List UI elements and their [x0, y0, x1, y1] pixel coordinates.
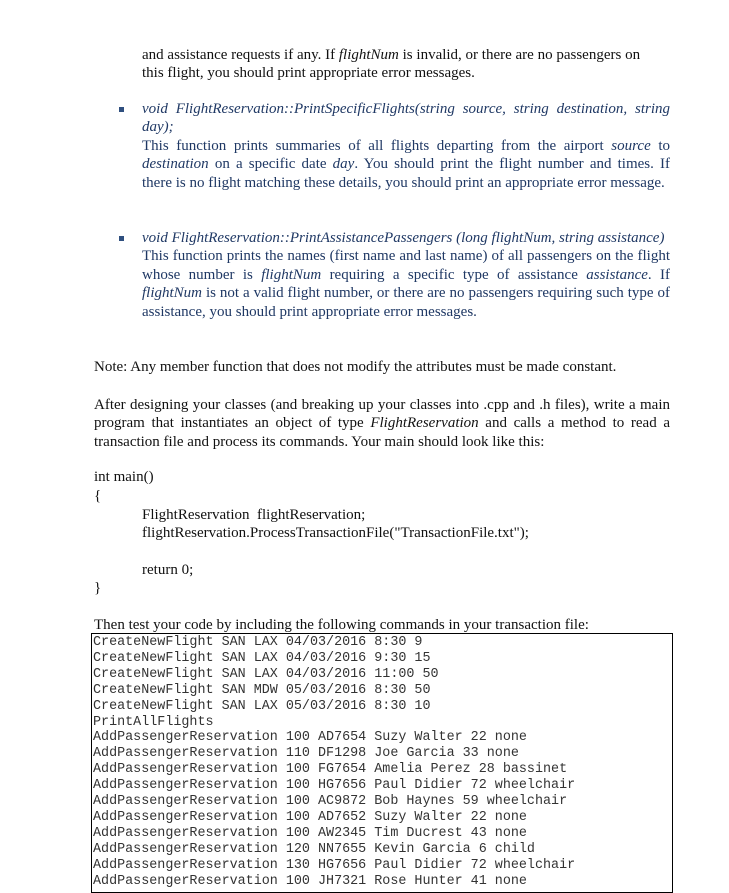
transaction-line: AddPassengerReservation 100 AD7652 Suzy Walter 22 none	[93, 809, 527, 825]
transaction-line: AddPassengerReservation 100 AW2345 Tim Ducrest 43 none	[93, 825, 527, 841]
note-text: Note: Any member function that does not modify the attributes must be made constant.	[94, 359, 617, 375]
description-run: requiring a specific type of assistance	[321, 266, 587, 283]
transaction-line: CreateNewFlight SAN LAX 04/03/2016 11:00 50	[93, 666, 439, 682]
transaction-line: CreateNewFlight SAN LAX 04/03/2016 8:30 9	[93, 635, 423, 650]
code-declaration: FlightReservation flightReservation;	[142, 507, 366, 523]
transaction-line: PrintAllFlights	[93, 714, 214, 730]
code-close-brace: }	[94, 580, 102, 596]
transaction-line: AddPassengerReservation 120 NN7655 Kevin Garcia 6 child	[93, 841, 535, 857]
transaction-line: AddPassengerReservation 100 AC9872 Bob Haynes 59 wheelchair	[93, 794, 568, 810]
transaction-line: AddPassengerReservation 130 HG7656 Paul Didier 72 wheelchair	[93, 857, 576, 873]
transaction-line: AddPassengerReservation 100 HG7656 Paul Didier 72 wheelchair	[93, 778, 576, 794]
description-run: This function prints summaries of all flights departing from the airport	[142, 137, 612, 154]
code-return: return 0;	[142, 562, 194, 578]
function-item-print-specific-flights	[142, 100, 670, 192]
function-signature: void FlightReservation::PrintAssistancePassengers (long flightNum, string assistance)	[142, 230, 665, 246]
description-run: . You should print the flight number and times. If there is no flight matching these details, you should print an appropriate error message.	[142, 156, 670, 191]
intro-line-2: this flight, you should print appropriate error messages.	[142, 65, 475, 81]
code-open-brace: {	[94, 488, 102, 504]
transaction-listing	[93, 635, 575, 890]
function-description	[142, 137, 670, 192]
code-main-signature: int main()	[94, 469, 154, 485]
test-intro-text: Then test your code by including the following commands in your transaction file:	[94, 617, 589, 633]
description-run: day	[332, 156, 355, 173]
description-run: is not a valid flight number, or there are no passengers requiring such type of assistance, you should print appropriate error messages.	[142, 285, 670, 320]
code-process-call: flightReservation.ProcessTransactionFile("TransactionFile.txt");	[142, 525, 529, 541]
transaction-line: AddPassengerReservation 110 DF1298 Joe Garcia 33 none	[93, 746, 519, 762]
description-run: destination	[142, 156, 209, 173]
bullet-icon	[119, 107, 124, 112]
description-run: . If	[647, 266, 670, 283]
bullet-icon	[119, 236, 124, 241]
transaction-line: AddPassengerReservation 100 AD7654 Suzy Walter 22 none	[93, 730, 527, 746]
description-run: source	[611, 137, 651, 154]
description-run: This function prints the names (first name and last name) of all passengers on the flight whose number is	[142, 248, 670, 283]
transaction-line: CreateNewFlight SAN LAX 04/03/2016 9:30 15	[93, 650, 431, 666]
transaction-line: CreateNewFlight SAN LAX 05/03/2016 8:30 10	[93, 698, 431, 714]
description-run: assistance	[586, 266, 648, 283]
description-run: flightNum	[261, 266, 322, 283]
intro-line-1: and assistance requests if any. If flightNum is invalid, or there are no passengers on	[142, 47, 641, 63]
transaction-line: AddPassengerReservation 100 FG7654 Amelia Perez 28 bassinet	[93, 762, 568, 778]
function-description	[142, 247, 670, 321]
description-run: on a specific date	[208, 156, 333, 173]
function-signature: void FlightReservation::PrintSpecificFlights(string source, string destination, string day);	[142, 101, 670, 136]
transaction-line: AddPassengerReservation 100 JH7321 Rose Hunter 41 none	[93, 873, 527, 889]
function-item-print-assistance-passengers	[142, 229, 670, 321]
description-run: flightNum	[142, 285, 203, 302]
transaction-line: CreateNewFlight SAN MDW 05/03/2016 8:30 50	[93, 682, 431, 698]
main-program-paragraph: After designing your classes (and breaking up your classes into .cpp and .h files), write a main program that instantiates an object of type FlightReservation and calls a method to read a transaction file and process its commands. Your main should look like this:	[94, 397, 671, 450]
description-run: to	[650, 137, 670, 154]
